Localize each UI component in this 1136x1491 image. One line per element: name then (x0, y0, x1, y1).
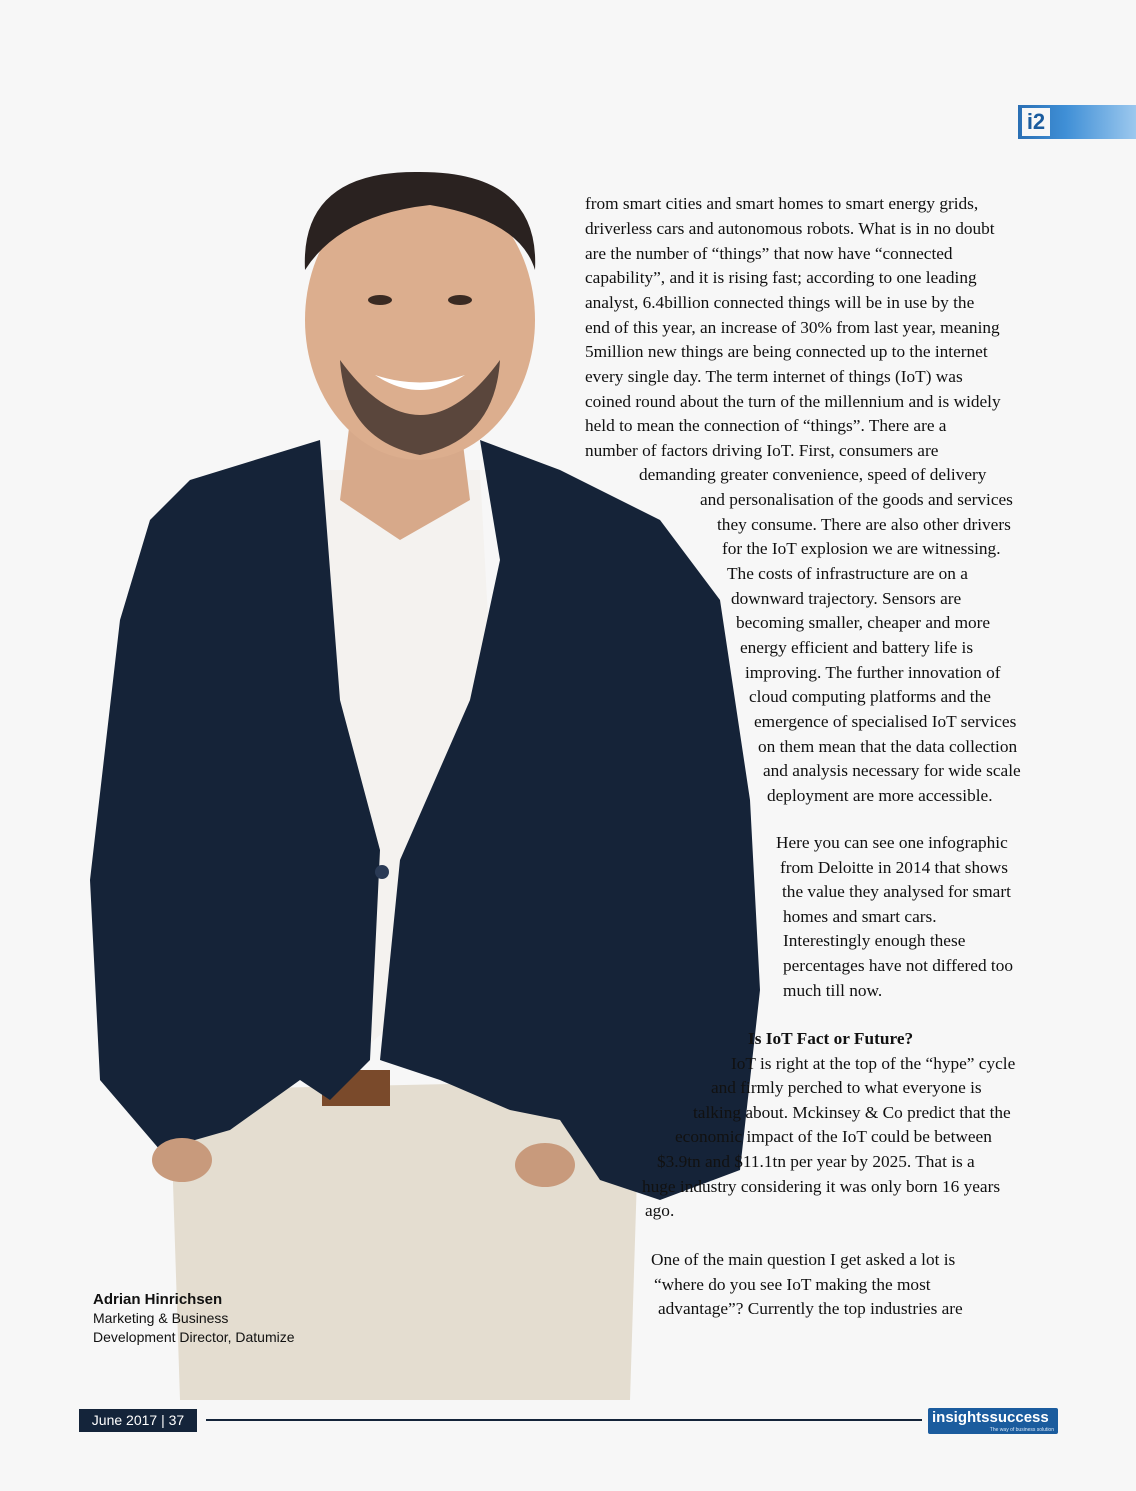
magazine-mark-icon: i2 (1022, 108, 1050, 136)
brand-logo (928, 1408, 1058, 1434)
article-line: number of factors driving IoT. First, consumers are (585, 441, 939, 460)
article-line: the value they analysed for smart (782, 882, 1011, 901)
article-line: deployment are more accessible. (767, 786, 993, 805)
article-line: cloud computing platforms and the (749, 687, 991, 706)
article-line: from smart cities and smart homes to smart energy grids, (585, 194, 979, 213)
article-line: IoT is right at the top of the “hype” cycle (731, 1054, 1016, 1073)
article-line: $3.9tn and $11.1tn per year by 2025. That is a (657, 1152, 975, 1171)
article-line: The costs of infrastructure are on a (727, 564, 968, 583)
article-line: becoming smaller, cheaper and more (736, 613, 991, 632)
article-line: One of the main question I get asked a lot is (651, 1250, 956, 1269)
article-line: homes and smart cars. (783, 907, 937, 926)
article-line: and analysis necessary for wide scale (763, 761, 1021, 780)
article-line: and firmly perched to what everyone is (711, 1078, 982, 1097)
article-line: Interestingly enough these (783, 931, 966, 950)
article-line: are the number of “things” that now have “connected (585, 244, 953, 263)
brand-name: insightssuccess (932, 1409, 1049, 1426)
article-line: talking about. Mckinsey & Co predict that the (693, 1103, 1011, 1122)
section-heading: Is IoT Fact or Future? (748, 1029, 914, 1048)
article-line: percentages have not differed too (783, 956, 1013, 975)
article-line: improving. The further innovation of (745, 663, 1001, 682)
footer-date-page: June 2017 | 37 (79, 1409, 197, 1432)
article-line: “where do you see IoT making the most (654, 1275, 931, 1294)
article-line: analyst, 6.4billion connected things will be in use by the (585, 293, 975, 312)
photo-caption (93, 1290, 295, 1347)
article-line: downward trajectory. Sensors are (731, 589, 962, 608)
article-line: they consume. There are also other drivers (717, 515, 1011, 534)
article-line: 5million new things are being connected up to the internet (585, 342, 988, 361)
article-line: coined round about the turn of the millennium and is widely (585, 392, 1001, 411)
article-line: held to mean the connection of “things”. There are a (585, 416, 947, 435)
article-line: demanding greater convenience, speed of delivery (639, 465, 987, 484)
caption-role-line-2: Development Director, Datumize (93, 1329, 295, 1345)
article-line: end of this year, an increase of 30% from last year, meaning (585, 318, 1000, 337)
article-line: advantage”? Currently the top industries are (658, 1299, 963, 1318)
article-line: and personalisation of the goods and services (700, 490, 1013, 509)
article-line: huge industry considering it was only born 16 years (642, 1177, 1001, 1196)
article-line: on them mean that the data collection (758, 737, 1018, 756)
article-line: every single day. The term internet of things (IoT) was (585, 367, 963, 386)
article-line: for the IoT explosion we are witnessing. (722, 539, 1001, 558)
article-line: emergence of specialised IoT services (754, 712, 1017, 731)
caption-role-line-1: Marketing & Business (93, 1310, 229, 1326)
article-line: capability”, and it is rising fast; according to one leading (585, 268, 977, 287)
article-line: Here you can see one infographic (776, 833, 1008, 852)
article-line: driverless cars and autonomous robots. What is in no doubt (585, 219, 995, 238)
caption-name: Adrian Hinrichsen (93, 1291, 223, 1308)
article-line: energy efficient and battery life is (740, 638, 974, 657)
article-line: economic impact of the IoT could be between (675, 1127, 992, 1146)
article-line: from Deloitte in 2014 that shows (780, 858, 1008, 877)
article-line: much till now. (783, 981, 883, 1000)
brand-tagline: The way of business solution (989, 1427, 1054, 1433)
article-line: ago. (645, 1201, 675, 1220)
footer-divider (206, 1419, 922, 1421)
